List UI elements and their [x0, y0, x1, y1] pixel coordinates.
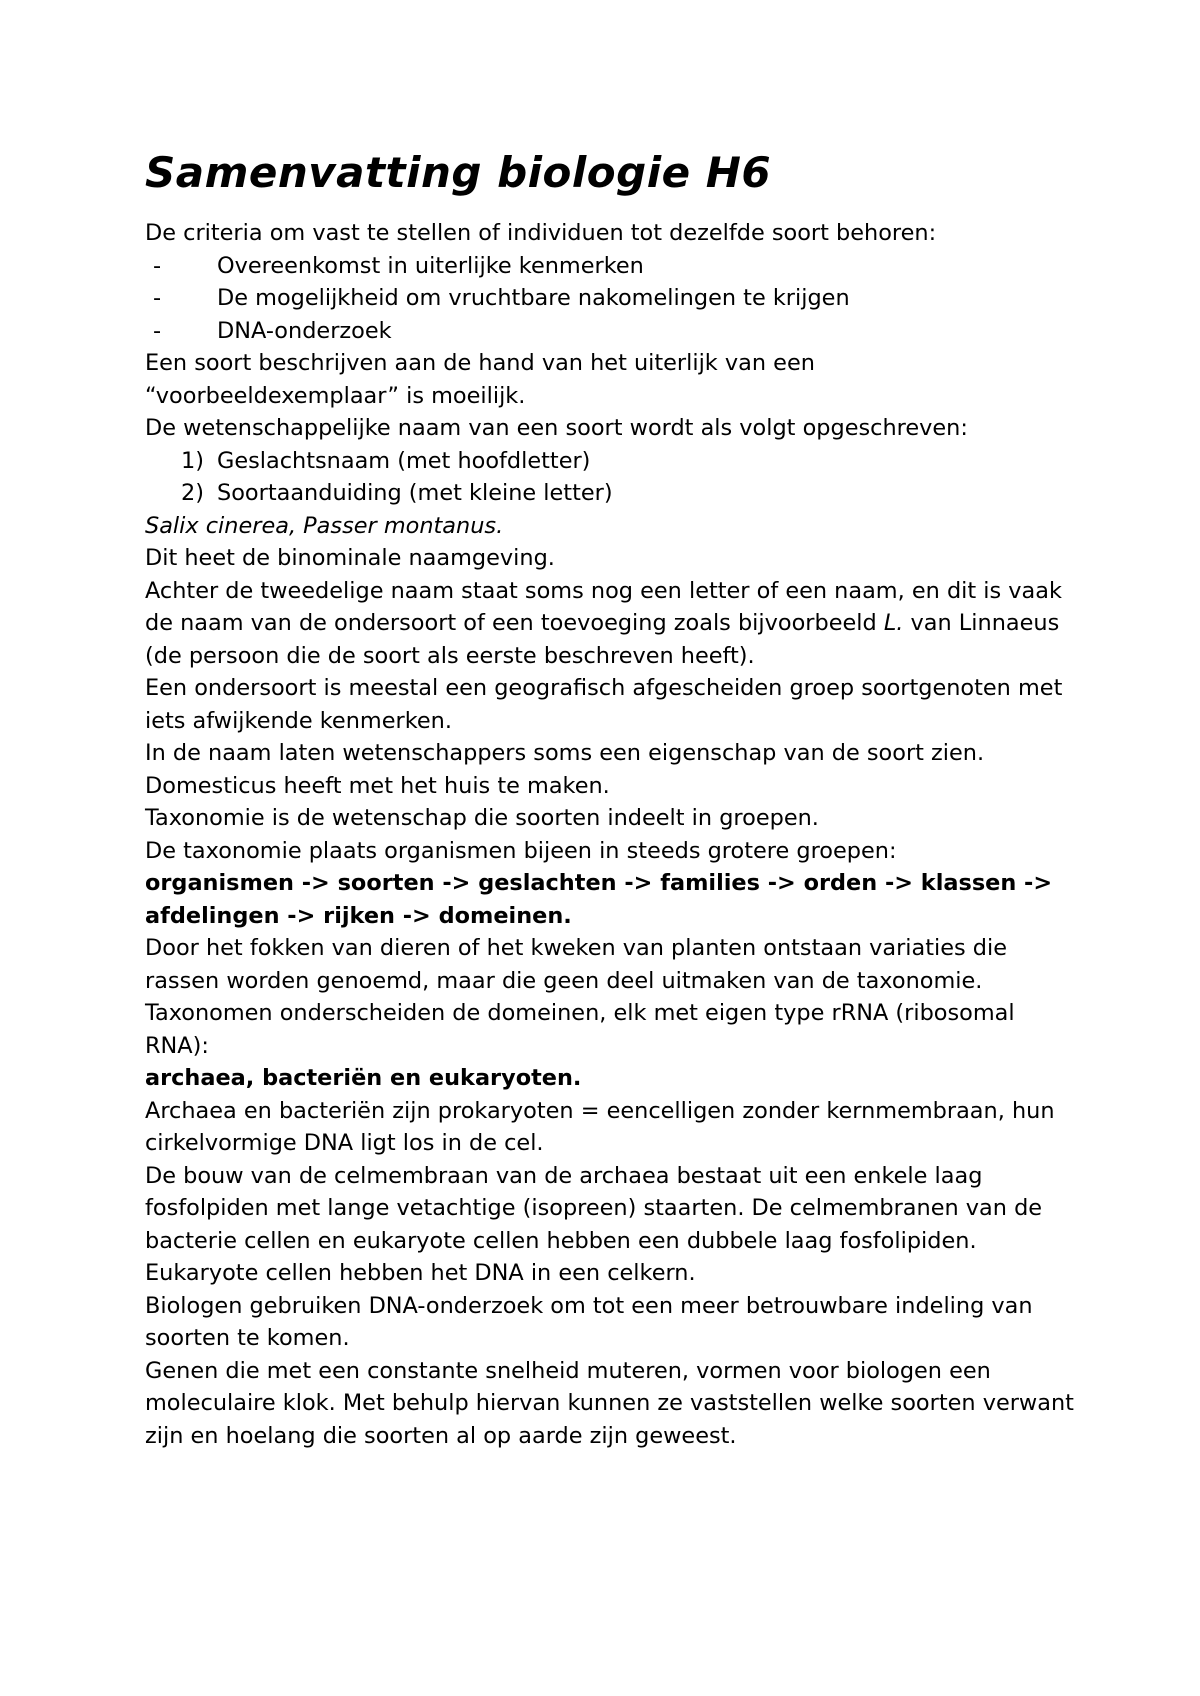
- paragraph-rassen: Door het fokken van dieren of het kweken van planten ontstaan variaties die rassen worden genoemd, maar die geen deel uitmaken van de taxonomie.: [145, 935, 1008, 994]
- paragraph-tweedelig-b: van Linnaeus (de persoon die de soort als eerste beschreven heeft).: [145, 610, 1060, 669]
- document-body: [145, 148, 1075, 1452]
- paragraph-domesticus: Domesticus heeft met het huis te maken.: [145, 772, 610, 799]
- paragraph-tweedelig: [145, 575, 1075, 673]
- paragraph-taxonomie: Taxonomie is de wetenschap die soorten indeelt in groepen.: [145, 805, 819, 831]
- paragraph-prokaryoten: Archaea en bacteriën zijn prokaryoten = eencelligen zonder kernmembraan, hun cirkelvormige DNA ligt los in de cel.: [145, 1097, 1055, 1156]
- document-title: Samenvatting biologie H6: [145, 148, 772, 197]
- linnaeus-abbreviation: L.: [883, 610, 904, 636]
- paragraph-binominaal: Dit heet de binominale naamgeving.: [145, 545, 555, 571]
- criteria-list: [145, 250, 1075, 348]
- list-item-text: Overeenkomst in uiterlijke kenmerken: [217, 252, 644, 279]
- paragraph-dna-onderzoek: Biologen gebruiken DNA-onderzoek om tot een meer betrouwbare indeling van soorten te komen.: [145, 1292, 1033, 1351]
- paragraph-ondersoort: Een ondersoort is meestal een geografisch afgescheiden groep soortgenoten met iets afwijkende kenmerken.: [145, 675, 1063, 734]
- paragraph-celmembraan: De bouw van de celmembraan van de archaea bestaat uit een enkele laag fosfolpiden met lange vetachtige (isopreen) staarten. De celmembranen van de bacterie cellen en eukaryote cellen hebben een dubbele laag fosfolipiden.: [145, 1162, 1043, 1254]
- list-item-text: DNA-onderzoek: [217, 317, 392, 344]
- naam-list: [145, 445, 1075, 510]
- criteria-intro: De criteria om vast te stellen of individuen tot dezelfde soort behoren:: [145, 220, 937, 246]
- list-item: [145, 445, 1075, 478]
- domains-list: archaea, bacteriën en eukaryoten.: [145, 1065, 582, 1091]
- dash-marker: -: [153, 252, 162, 279]
- list-item: [145, 315, 1075, 348]
- taxonomy-hierarchy: organismen -> soorten -> geslachten -> families -> orden -> klassen -> afdelingen -> rijken -> domeinen.: [145, 870, 1053, 929]
- paragraph-celkern: Eukaryote cellen hebben het DNA in een celkern.: [145, 1260, 696, 1286]
- list-item: [145, 477, 1075, 510]
- dash-marker: -: [153, 317, 162, 344]
- paragraph-voorbeeld: Een soort beschrijven aan de hand van het uiterlijk van een “voorbeeldexemplaar” is moeilijk.: [145, 350, 815, 409]
- paragraph-groepen: De taxonomie plaats organismen bijeen in steeds grotere groepen:: [145, 837, 897, 864]
- dash-marker: -: [153, 285, 162, 311]
- list-item-text: Soortaanduiding (met kleine letter): [217, 480, 613, 506]
- list-item-text: De mogelijkheid om vruchtbare nakomelingen te krijgen: [217, 285, 850, 311]
- list-item: [145, 250, 1075, 283]
- list-number: 1): [181, 447, 204, 474]
- list-item: [145, 282, 1075, 315]
- paragraph-examples: Salix cinerea, Passer montanus.: [145, 512, 504, 539]
- paragraph-eigenschap: In de naam laten wetenschappers soms een eigenschap van de soort zien.: [145, 740, 985, 766]
- paragraph-klok: Genen die met een constante snelheid muteren, vormen voor biologen een moleculaire klok. Met behulp hiervan kunnen ze vaststellen welke soorten verwant zijn en hoelang die soorten al op aarde zijn geweest.: [145, 1357, 1074, 1449]
- list-item-text: Geslachtsnaam (met hoofdletter): [217, 447, 591, 474]
- paragraph-naam-intro: De wetenschappelijke naam van een soort wordt als volgt opgeschreven:: [145, 415, 968, 441]
- paragraph-domeinen: Taxonomen onderscheiden de domeinen, elk met eigen type rRNA (ribosomal RNA):: [145, 1000, 1015, 1059]
- paragraph-tweedelig-a: Achter de tweedelige naam staat soms nog een letter of een naam, en dit is vaak de naam van de ondersoort of een toevoeging zoals bijvoorbeeld: [145, 577, 1062, 636]
- list-number: 2): [181, 480, 204, 506]
